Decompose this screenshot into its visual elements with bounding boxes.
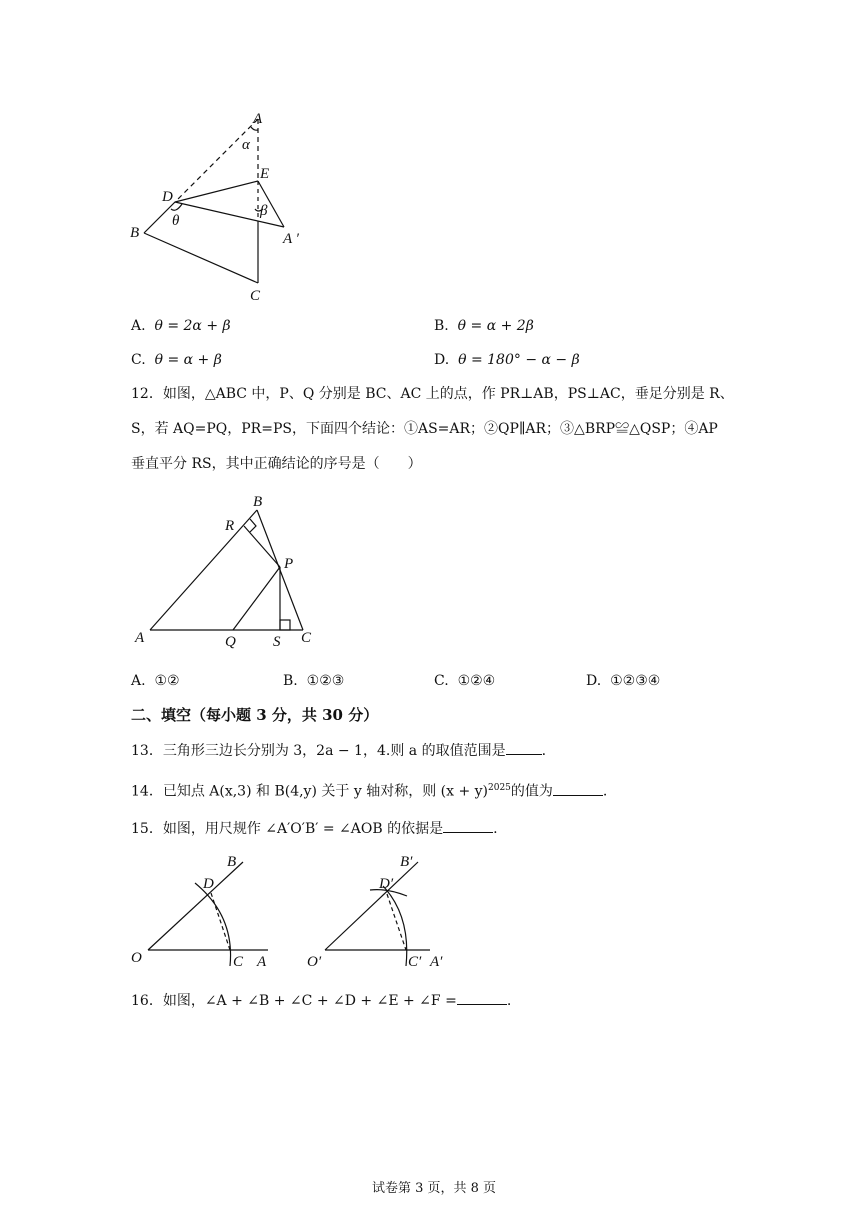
q15-label-a2: A′ xyxy=(430,954,443,970)
q13-line xyxy=(131,740,546,761)
q15-label-b: B xyxy=(227,854,237,870)
q12-line-3: 垂直平分 RS，其中正确结论的序号是（ ） xyxy=(131,456,422,472)
q12-label-p: P xyxy=(284,556,294,572)
q11-seg-bd xyxy=(144,202,175,233)
q11-option-c-text: θ = α + β xyxy=(154,352,222,368)
q12-label-a: A xyxy=(135,630,145,646)
q14-answer-blank[interactable] xyxy=(553,781,603,796)
q12-option-a xyxy=(131,671,180,691)
q12-option-d-letter: D. xyxy=(586,673,602,689)
q16-text: 16．如图，∠A + ∠B + ∠C + ∠D + ∠E + ∠F = xyxy=(131,993,457,1009)
q12-option-b-letter: B. xyxy=(283,673,298,689)
q12-option-d-text: ①②③④ xyxy=(610,673,661,689)
q12-line-2: S，若 AQ=PQ，PR=PS，下面四个结论：①AS=AR；②QP∥AR；③△BRP≌△QSP；④AP xyxy=(131,421,718,437)
q12-option-d xyxy=(586,671,660,691)
q11-option-d xyxy=(434,350,580,370)
q12-option-c-text: ①②④ xyxy=(457,673,496,689)
q12-seg-rp xyxy=(244,526,280,567)
q12-label-c: C xyxy=(301,630,312,646)
q14-exponent: 2025 xyxy=(488,783,511,793)
q12-option-a-letter: A. xyxy=(131,673,146,689)
q11-option-c-letter: C. xyxy=(131,352,146,368)
q11-label-c: C xyxy=(250,288,261,304)
q11-figure xyxy=(120,105,320,305)
q11-label-alpha: α xyxy=(242,137,250,153)
q11-option-a xyxy=(131,316,231,336)
q15-left-arc xyxy=(195,883,231,966)
q14-line xyxy=(131,778,607,802)
q11-option-b xyxy=(434,316,534,336)
q12-option-c-letter: C. xyxy=(434,673,449,689)
q15-figure xyxy=(125,848,465,978)
q11-label-e: E xyxy=(260,166,270,182)
q12-label-r: R xyxy=(225,518,235,534)
q14-end: . xyxy=(602,783,608,800)
q11-option-d-letter: D. xyxy=(434,352,450,368)
q16-end: . xyxy=(506,993,512,1009)
q12-right-angle-r xyxy=(250,519,256,532)
q11-option-d-text: θ = 180° − α − β xyxy=(458,352,580,368)
q12-option-b-text: ①②③ xyxy=(306,673,345,689)
q11-seg-de xyxy=(175,181,258,202)
q11-label-d: D xyxy=(162,189,173,205)
q11-label-beta: β xyxy=(260,203,268,219)
q11-label-theta: θ xyxy=(172,213,180,229)
q15-label-c2: C′ xyxy=(408,954,422,970)
q12-label-s: S xyxy=(273,634,281,650)
q11-arc-alpha xyxy=(251,127,258,130)
q15-left-dashed-dc xyxy=(211,893,230,950)
q12-seg-ab xyxy=(150,510,257,630)
q15-label-b2: B′ xyxy=(400,854,413,870)
q15-label-o: O xyxy=(131,950,142,966)
q12-label-b: B xyxy=(253,494,263,510)
q16-answer-blank[interactable] xyxy=(457,990,507,1005)
q15-label-c: C xyxy=(233,954,244,970)
q12-figure xyxy=(125,490,325,655)
section-2-heading: 二、填空（每小题 3 分，共 30 分） xyxy=(131,706,379,724)
q11-option-a-letter: A. xyxy=(131,318,146,334)
q15-end: . xyxy=(493,821,498,837)
q11-option-b-text: θ = α + 2β xyxy=(457,318,534,334)
q15-label-d2: D′ xyxy=(379,876,394,892)
q12-right-angle-s xyxy=(280,620,290,630)
q13-end: . xyxy=(541,743,547,759)
q11-label-b: B xyxy=(130,225,140,241)
q13-text: 13．三角形三边长分别为 3，2a − 1，4.则 a 的取值范围是 xyxy=(131,743,506,759)
q12-option-b xyxy=(283,671,344,691)
q14-tail: 的值为 xyxy=(510,783,553,800)
q11-option-a-text: θ = 2α + β xyxy=(154,318,231,334)
q12-option-a-text: ①② xyxy=(154,673,180,689)
q13-answer-blank[interactable] xyxy=(506,740,542,755)
q11-option-c xyxy=(131,350,222,370)
q15-answer-blank[interactable] xyxy=(443,818,493,833)
q11-seg-bc xyxy=(144,233,258,283)
q15-right-arc xyxy=(383,886,407,966)
q11-option-b-letter: B. xyxy=(434,318,449,334)
q12-line-1: 12．如图，△ABC 中，P、Q 分别是 BC、AC 上的点，作 PR⊥AB，PS⊥AC，垂足分别是 R、 xyxy=(131,386,734,402)
q11-label-a: A xyxy=(253,111,263,127)
q16-line xyxy=(131,990,511,1011)
page-footer: 试卷第 3 页，共 8 页 xyxy=(371,1181,497,1196)
q15-label-a: A xyxy=(257,954,267,970)
q15-label-d: D xyxy=(203,876,214,892)
q15-line xyxy=(131,818,498,839)
q15-label-o2: O′ xyxy=(307,954,322,970)
q12-label-q: Q xyxy=(225,634,236,650)
q12-option-c xyxy=(434,671,495,691)
q15-text: 15．如图，用尺规作 ∠A′O′B′ = ∠AOB 的依据是 xyxy=(131,821,444,837)
q11-dashed-da xyxy=(175,119,258,202)
q12-seg-qp xyxy=(233,567,280,630)
q11-seg-da2 xyxy=(175,202,284,227)
q15-right-ray-ob xyxy=(325,862,418,950)
q14-text: 14．已知点 A(x,3) 和 B(4,y) 关于 y 轴对称，则 (x + y) xyxy=(131,783,488,800)
q11-label-aprime: A ′ xyxy=(283,231,299,247)
